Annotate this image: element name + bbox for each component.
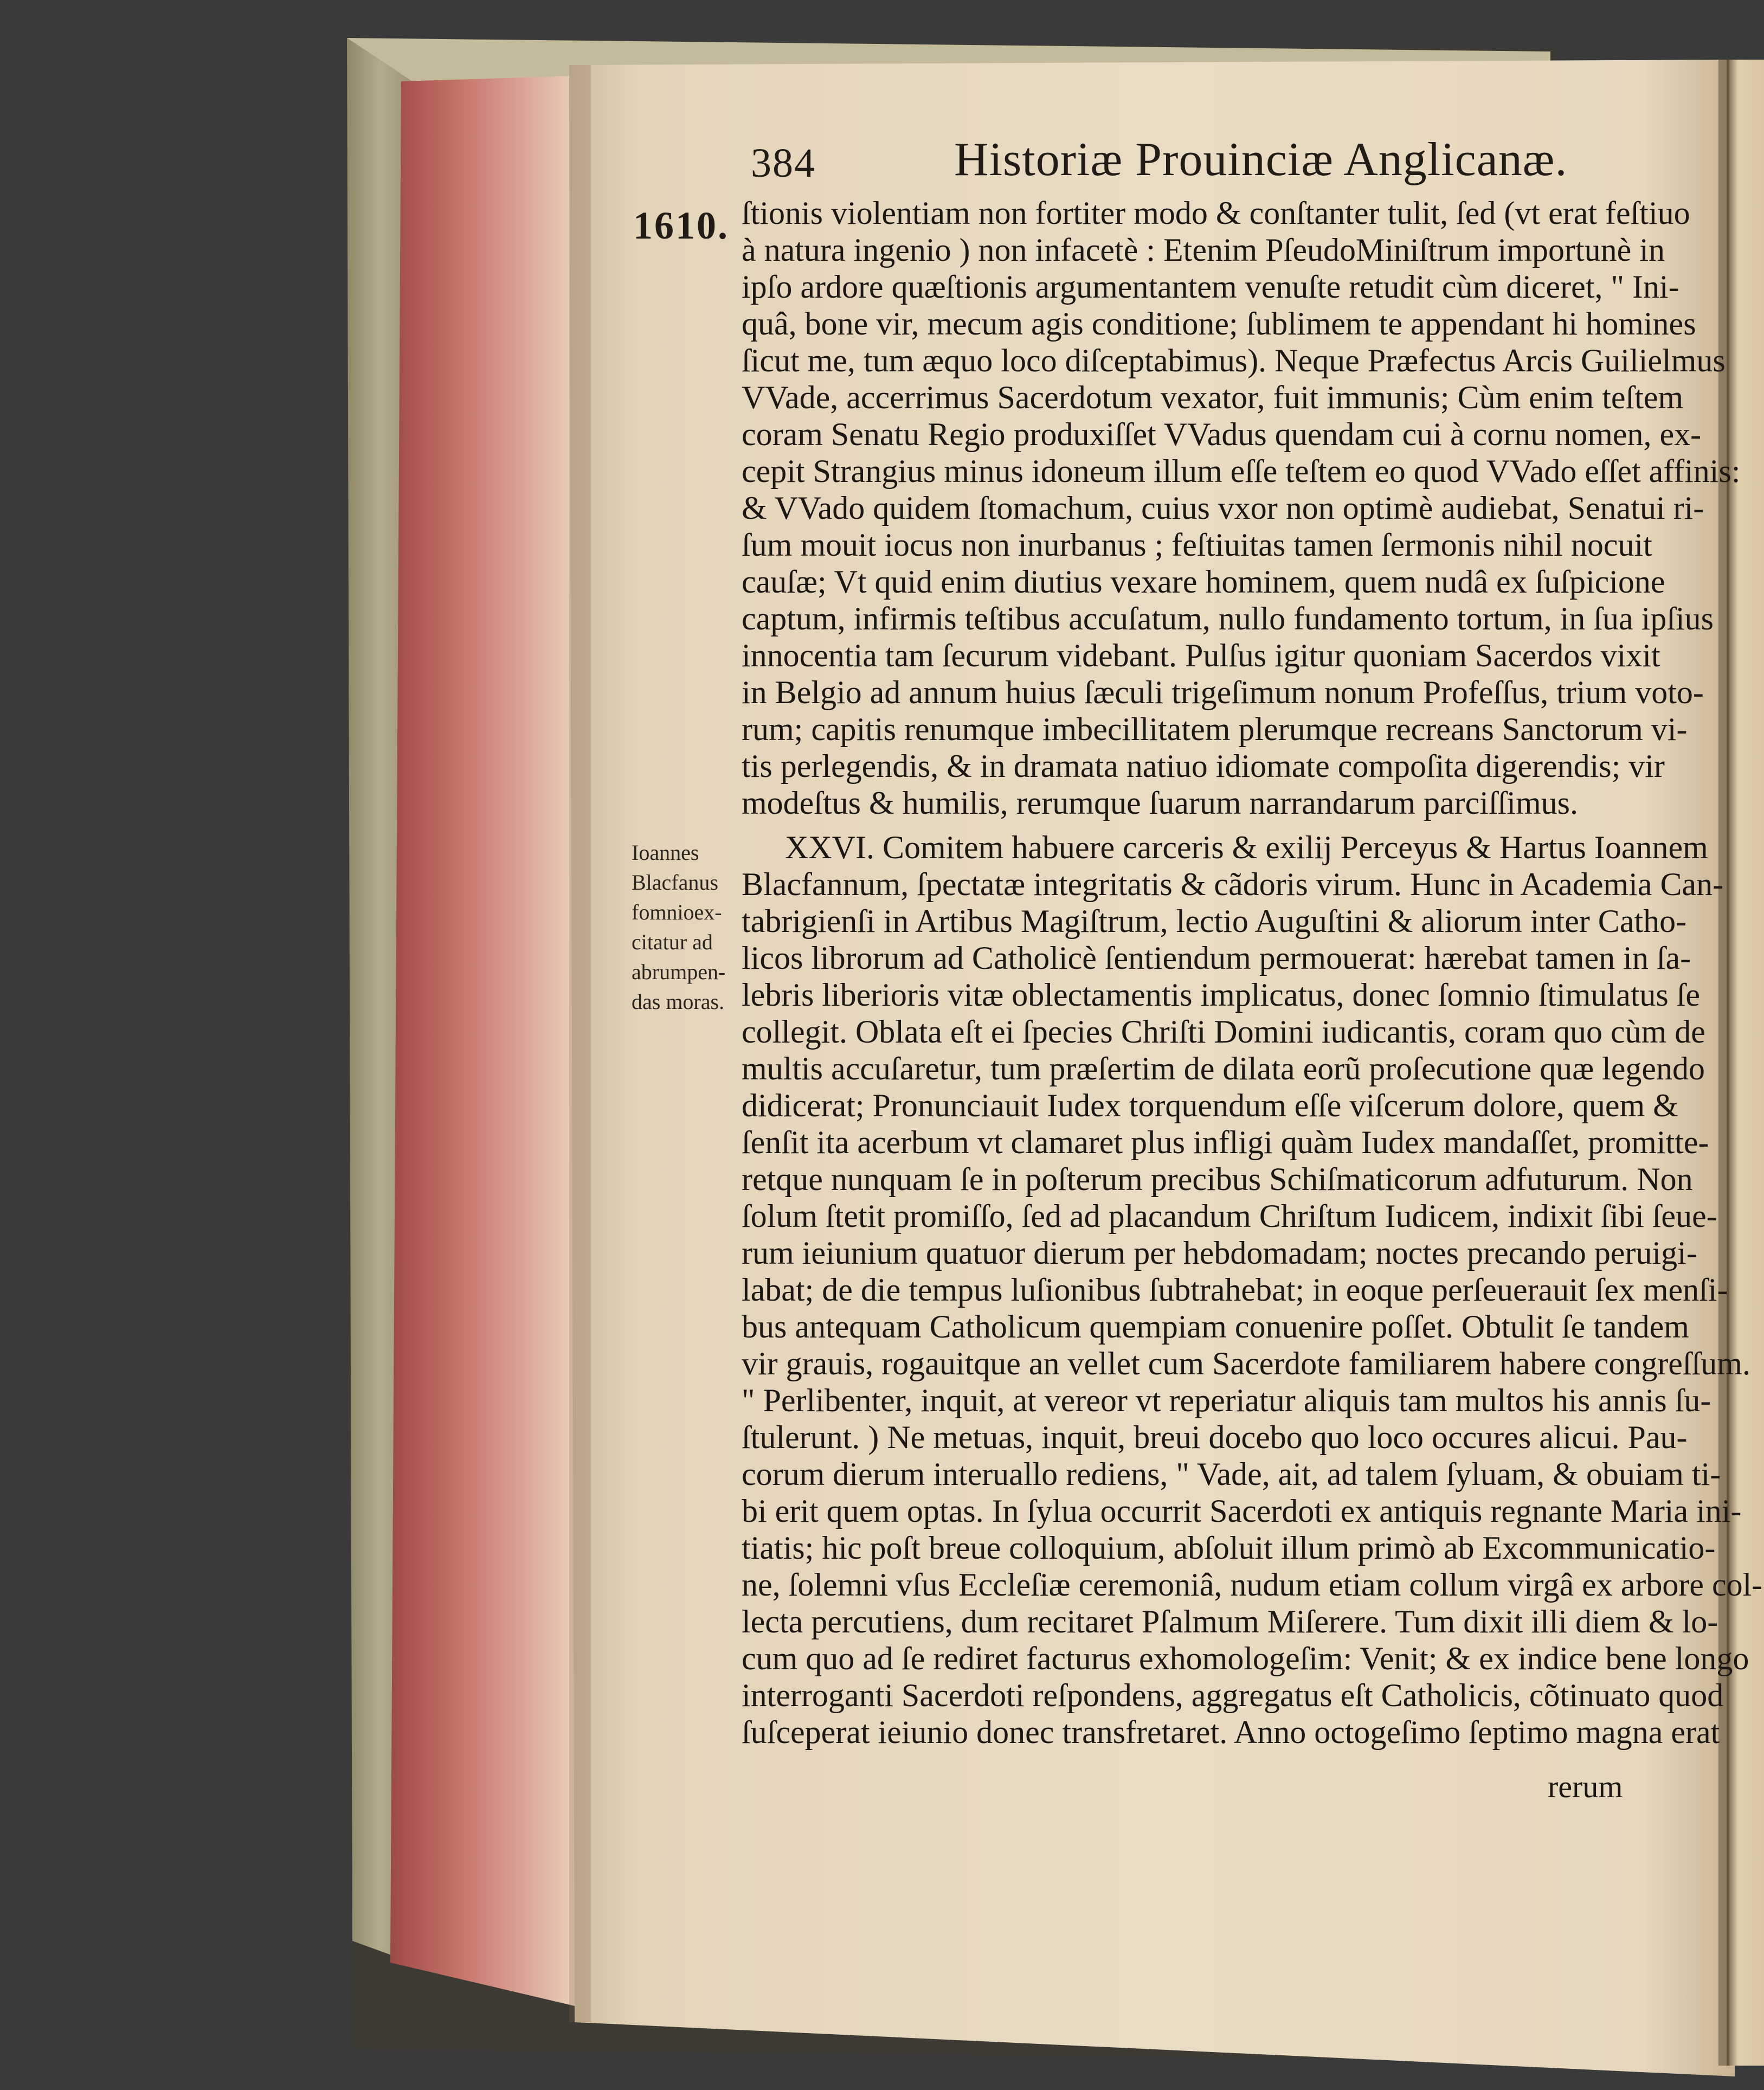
text-line: rum; capitis renumque imbecillitatem plerumque recreans Sanctorum vi- <box>742 711 1688 747</box>
text-line: bi erit quem optas. In ſylua occurrit Sacerdoti ex antiquis regnante Maria ini- <box>742 1493 1742 1529</box>
text-line: ſenſit ita acerbum vt clamaret plus infligi quàm Iudex mandaſſet, promitte- <box>742 1124 1709 1160</box>
text-line: ſtulerunt. ) Ne metuas, inquit, breui docebo quo loco occures alicui. Pau- <box>742 1419 1688 1455</box>
text-line: in Belgio ad annum huius ſæculi trigeſimum nonum Profeſſus, trium voto- <box>742 674 1704 710</box>
text-line: ſolum ſtetit promiſſo, ſed ad placandum Chriſtum Iudicem, indixit ſibi ſeue- <box>742 1198 1717 1234</box>
running-title: Historiæ Prouinciæ Anglicanæ. <box>954 133 1568 186</box>
text-line: tabrigienſi in Artibus Magiſtrum, lectio Auguſtini & aliorum inter Catho- <box>742 903 1687 939</box>
text-line: tiatis; hic poſt breue colloquium, abſoluit illum primò ab Excommunicatio- <box>742 1530 1716 1566</box>
text-line: captum, infirmis teſtibus accuſatum, nullo fundamento tortum, in ſua ipſius <box>742 601 1714 636</box>
text-line: cepit Strangius minus idoneum illum eſſe teſtem eo quod VVado eſſet affinis: <box>742 453 1741 489</box>
text-line: VVade, accerrimus Sacerdotum vexator, fuit immunis; Cùm enim teſtem <box>742 380 1684 415</box>
text-line: vir grauis, rogauitque an vellet cum Sacerdote familiarem habere congreſſum. <box>742 1346 1750 1381</box>
text-line: " Perlibenter, inquit, at vereor vt reperiatur aliquis tam multos his annis ſu- <box>742 1382 1711 1418</box>
marginal-note-line: abrumpen- <box>632 960 726 984</box>
text-line: collegit. Oblata eſt ei ſpecies Chriſti Domini iudicantis, coram quo cùm de <box>742 1014 1705 1050</box>
text-line: lebris liberioris vitæ oblectamentis implicatus, donec ſomnio ſtimulatus ſe <box>742 977 1701 1013</box>
marginal-note-line: das moras. <box>632 989 725 1014</box>
text-line: modeſtus & humilis, rerumque ſuarum narrandarum parciſſimus. <box>742 785 1578 821</box>
text-line: coram Senatu Regio produxiſſet VVadus quendam cui à cornu nomen, ex- <box>742 416 1702 452</box>
text-line: innocentia tam ſecurum videbant. Pulſus igitur quoniam Sacerdos vixit <box>742 638 1660 673</box>
text-line: cauſæ; Vt quid enim diutius vexare hominem, quem nudâ ex ſuſpicione <box>742 564 1665 600</box>
text-line: ne, ſolemni vſus Eccleſiæ ceremoniâ, nudum etiam collum virgâ ex arbore col- <box>742 1567 1763 1603</box>
text-line: ſtionis violentiam non fortiter modo & conſtanter tulit, ſed (vt erat feſtiuo <box>742 195 1690 231</box>
text-line: cum quo ad ſe rediret facturus exhomologeſim: Venit; & ex indice bene longo <box>742 1641 1749 1676</box>
text-line: à natura ingenio ) non infacetè : Etenim PſeudoMiniſtrum importunè in <box>742 232 1665 268</box>
running-head <box>751 125 1640 198</box>
text-line: XXVI. Comitem habuere carceris & exilij Perceyus & Hartus Ioannem <box>785 829 1708 865</box>
text-line: retque nunquam ſe in poſterum precibus Schiſmaticorum adfuturum. Non <box>742 1161 1693 1197</box>
text-line: corum dierum interuallo rediens, " Vade, ait, ad talem ſyluam, & obuiam ti- <box>742 1456 1721 1492</box>
text-line: licos librorum ad Catholicè ſentiendum permouerat: hærebat tamen in ſa- <box>742 940 1691 976</box>
text-line: interroganti Sacerdoti reſpondens, aggregatus eſt Catholicis, cõtinuato quod <box>742 1677 1724 1713</box>
text-line: ſum mouit iocus non inurbanus ; feſtiuitas tamen ſermonis nihil nocuit <box>742 527 1652 563</box>
marginal-note-line: Ioannes <box>632 840 699 865</box>
text-line: quâ, bone vir, mecum agis conditione; ſublimem te appendant hi homines <box>742 306 1696 342</box>
page-number: 384 <box>751 140 816 186</box>
text-line: Blacfannum, ſpectatæ integritatis & cãdoris virum. Hunc in Academia Can- <box>742 866 1724 902</box>
text-line: & VVado quidem ſtomachum, cuius vxor non optimè audiebat, Senatui ri- <box>742 490 1704 526</box>
marginal-note-line: citatur ad <box>632 930 713 954</box>
text-line: ipſo ardore quæſtionis argumentantem venuſte retudit cùm diceret, " Ini- <box>742 269 1679 305</box>
text-line: ſicut me, tum æquo loco diſceptabimus). Neque Præfectus Arcis Guilielmus <box>742 343 1726 378</box>
text-line: multis accuſaretur, tum præſertim de dilata eorũ proſecutione quæ legendo <box>742 1051 1705 1086</box>
text-line: lecta percutiens, dum recitaret Pſalmum Miſerere. Tum dixit illi diem & lo- <box>742 1604 1718 1639</box>
text-line: didicerat; Pronunciauit Iudex torquendum eſſe viſcerum dolore, quem & <box>742 1088 1678 1123</box>
text-line: tis perlegendis, & in dramata natiuo idiomate compoſita digerendis; vir <box>742 748 1665 784</box>
marginal-note <box>632 838 735 1017</box>
text-line: bus antequam Catholicum quempiam conuenire poſſet. Obtulit ſe tandem <box>742 1309 1689 1345</box>
text-line: labat; de die tempus luſionibus ſubtrahebat; in eoque perſeuerauit ſex menſi- <box>742 1272 1728 1308</box>
marginal-note-line: Blacfanus <box>632 870 718 895</box>
catchword: rerum <box>1548 1769 1623 1804</box>
text-line: rum ieiunium quatuor dierum per hebdomadam; noctes precando peruigi- <box>742 1235 1697 1271</box>
marginal-note-line: fomnioex- <box>632 900 722 924</box>
margin-year: 1610. <box>633 204 729 247</box>
text-line: ſuſceperat ieiunio donec transfretaret. Anno octogeſimo ſeptimo magna erat <box>742 1714 1720 1750</box>
